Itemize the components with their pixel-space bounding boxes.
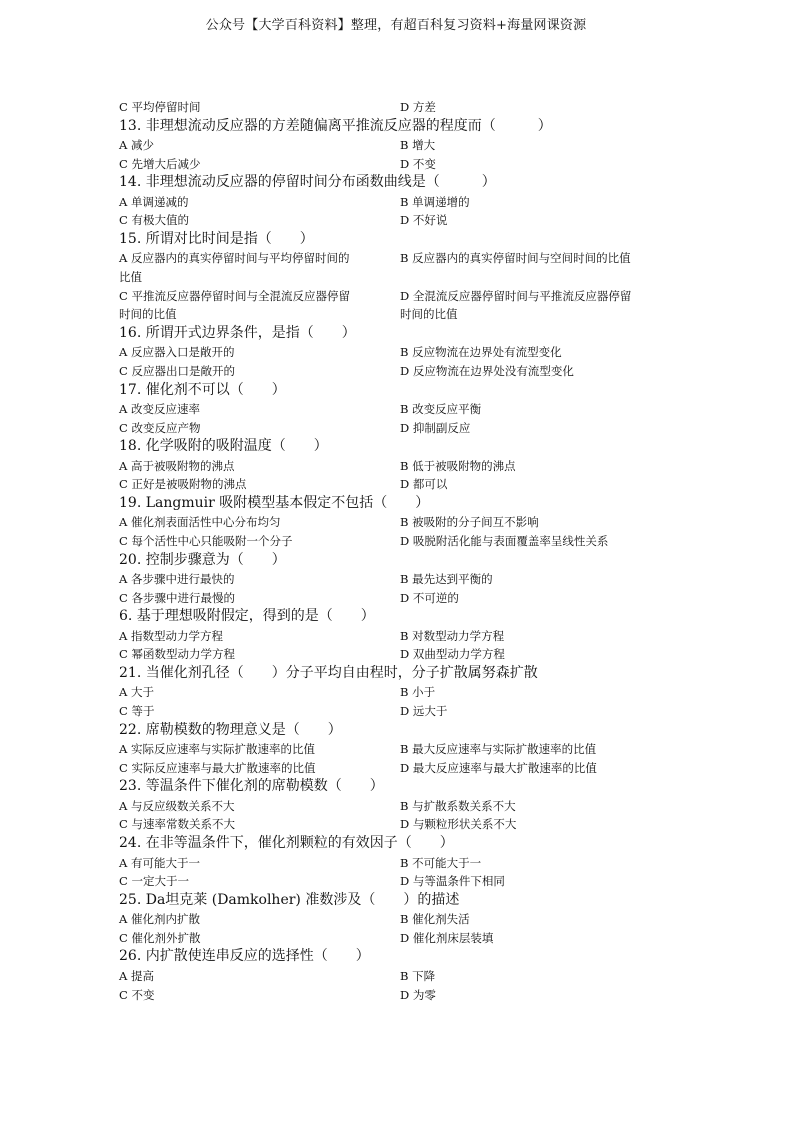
option-right: D 吸脱附活化能与表面覆盖率呈线性关系 xyxy=(400,534,609,548)
option-right: B 改变反应平衡 xyxy=(400,402,482,417)
option-right: D 双曲型动力学方程 xyxy=(400,647,505,662)
option-row xyxy=(119,155,679,174)
option-right: D 方差 xyxy=(400,100,436,114)
option-right: D 反应物流在边界处没有流型变化 xyxy=(400,363,574,378)
option-right: B 下降 xyxy=(400,968,436,983)
option-row xyxy=(119,986,679,1005)
option-right: D 为零 xyxy=(400,987,436,1002)
option-left: A 有可能大于一 xyxy=(119,855,200,870)
option-left: C 先增大后减少 xyxy=(119,156,201,171)
option-left: A 催化剂表面活性中心分布均匀 xyxy=(119,515,281,530)
option-right: B 反应物流在边界处有流型变化 xyxy=(400,345,562,360)
option-row xyxy=(119,645,679,664)
question-stem: 20. 控制步骤意为（ ） xyxy=(119,551,286,568)
question-list xyxy=(119,98,679,1004)
option-row xyxy=(119,797,679,816)
option-right: D 与颗粒形状关系不大 xyxy=(400,817,517,832)
question-stem: 23. 等温条件下催化剂的席勒模数（ ） xyxy=(119,778,384,795)
option-right: D 全混流反应器停留时间与平推流反应器停留时间的比值 xyxy=(400,288,632,322)
option-left: A 提高 xyxy=(119,968,154,983)
option-left: A 高于被吸附物的沸点 xyxy=(119,458,235,473)
option-row xyxy=(119,211,679,230)
option-right: B 单调递增的 xyxy=(400,194,470,209)
option-row xyxy=(119,740,679,759)
option-left: C 实际反应速率与最大扩散速率的比值 xyxy=(119,760,316,775)
option-right: B 反应器内的真实停留时间与空间时间的比值 xyxy=(400,251,631,266)
option-row xyxy=(119,419,679,438)
option-row xyxy=(119,136,679,155)
option-row xyxy=(119,570,679,589)
option-row xyxy=(119,457,679,476)
option-left: C 各步骤中进行最慢的 xyxy=(119,590,235,605)
option-left: C 一定大于一 xyxy=(119,874,189,889)
option-left: A 实际反应速率与实际扩散速率的比值 xyxy=(119,742,315,757)
question-stem: 25. Da坦克莱 (Damkolher) 准数涉及（ ）的描述 xyxy=(119,891,460,908)
option-left: C 催化剂外扩散 xyxy=(119,930,201,945)
option-right: B 对数型动力学方程 xyxy=(400,628,505,643)
question-stem: 26. 内扩散使连串反应的选择性（ ） xyxy=(119,948,370,965)
option-right: B 最先达到平衡的 xyxy=(400,572,493,587)
option-right: D 不好说 xyxy=(400,213,448,228)
option-right: D 远大于 xyxy=(400,704,448,719)
option-right: D 与等温条件下相同 xyxy=(400,874,505,889)
option-left: A 与反应级数关系不大 xyxy=(119,798,235,813)
option-left: A 单调递减的 xyxy=(119,194,189,209)
option-left: C 反应器出口是敞开的 xyxy=(119,363,235,378)
question-stem: 17. 催化剂不可以（ ） xyxy=(119,381,286,398)
option-row xyxy=(119,98,679,117)
option-row xyxy=(119,362,679,381)
option-right: B 低于被吸附物的沸点 xyxy=(400,458,516,473)
option-right: D 不可逆的 xyxy=(400,590,459,605)
question-stem: 18. 化学吸附的吸附温度（ ） xyxy=(119,438,328,455)
option-row xyxy=(119,249,679,286)
option-right: B 被吸附的分子间互不影响 xyxy=(400,515,539,530)
question-stem: 19. Langmuir 吸附模型基本假定不包括（ ） xyxy=(119,494,430,511)
question-stem: 13. 非理想流动反应器的方差随偏离平推流反应器的程度而（ ） xyxy=(119,117,552,134)
option-row xyxy=(119,683,679,702)
option-left: C 等于 xyxy=(119,704,155,719)
option-left: A 改变反应速率 xyxy=(119,402,200,417)
option-right: D 抑制副反应 xyxy=(400,420,471,435)
option-left: C 平推流反应器停留时间与全混流反应器停留时间的比值 xyxy=(119,288,350,322)
option-row xyxy=(119,513,679,532)
option-left: A 反应器入口是敞开的 xyxy=(119,345,235,360)
option-row xyxy=(119,929,679,948)
option-right: B 最大反应速率与实际扩散速率的比值 xyxy=(400,742,597,757)
option-left: A 反应器内的真实停留时间与平均停留时间的比值 xyxy=(119,251,350,285)
option-right: D 不变 xyxy=(400,156,436,171)
option-right: B 小于 xyxy=(400,685,436,700)
option-right: B 不可能大于一 xyxy=(400,855,482,870)
option-right: D 最大反应速率与最大扩散速率的比值 xyxy=(400,760,597,775)
option-row xyxy=(119,815,679,834)
option-row xyxy=(119,287,679,324)
option-left: A 指数型动力学方程 xyxy=(119,628,223,643)
option-right: B 与扩散系数关系不大 xyxy=(400,798,516,813)
question-stem: 16. 所谓开式边界条件，是指（ ） xyxy=(119,324,356,341)
option-right: B 催化剂失活 xyxy=(400,912,470,927)
option-row xyxy=(119,910,679,929)
option-row xyxy=(119,854,679,873)
question-stem: 24. 在非等温条件下，催化剂颗粒的有效因子（ ） xyxy=(119,835,454,852)
option-right: D 催化剂床层装填 xyxy=(400,930,494,945)
option-right: D 都可以 xyxy=(400,477,448,492)
option-left: C 有极大值的 xyxy=(119,213,189,228)
option-row xyxy=(119,475,679,494)
option-right: B 增大 xyxy=(400,138,436,153)
option-left: C 改变反应产物 xyxy=(119,420,201,435)
option-left: C 正好是被吸附物的沸点 xyxy=(119,477,247,492)
option-row xyxy=(119,532,679,551)
option-row xyxy=(119,702,679,721)
option-left: A 催化剂内扩散 xyxy=(119,912,200,927)
option-row xyxy=(119,967,679,986)
option-row xyxy=(119,589,679,608)
question-stem: 21. 当催化剂孔径（ ）分子平均自由程时，分子扩散属努森扩散 xyxy=(119,664,538,681)
page-header: 公众号【大学百科资料】整理，有超百科复习资料+海量网课资源 xyxy=(205,18,587,33)
question-stem: 14. 非理想流动反应器的停留时间分布函数曲线是（ ） xyxy=(119,174,496,191)
question-stem: 15. 所谓对比时间是指（ ） xyxy=(119,230,314,247)
question-stem: 22. 席勒模数的物理意义是（ ） xyxy=(119,721,342,738)
question-stem: 6. 基于理想吸附假定，得到的是（ ） xyxy=(119,608,375,625)
option-left: C 幂函数型动力学方程 xyxy=(119,647,235,662)
option-row xyxy=(119,627,679,646)
option-row xyxy=(119,759,679,778)
option-left: C 不变 xyxy=(119,987,155,1002)
option-row xyxy=(119,193,679,212)
option-left: C 与速率常数关系不大 xyxy=(119,817,235,832)
option-row xyxy=(119,343,679,362)
option-left: A 减少 xyxy=(119,138,154,153)
option-left: C 平均停留时间 xyxy=(119,100,201,114)
option-row xyxy=(119,872,679,891)
option-left: C 每个活性中心只能吸附一个分子 xyxy=(119,534,293,548)
option-left: A 各步骤中进行最快的 xyxy=(119,572,235,587)
option-row xyxy=(119,400,679,419)
option-left: A 大于 xyxy=(119,685,154,700)
